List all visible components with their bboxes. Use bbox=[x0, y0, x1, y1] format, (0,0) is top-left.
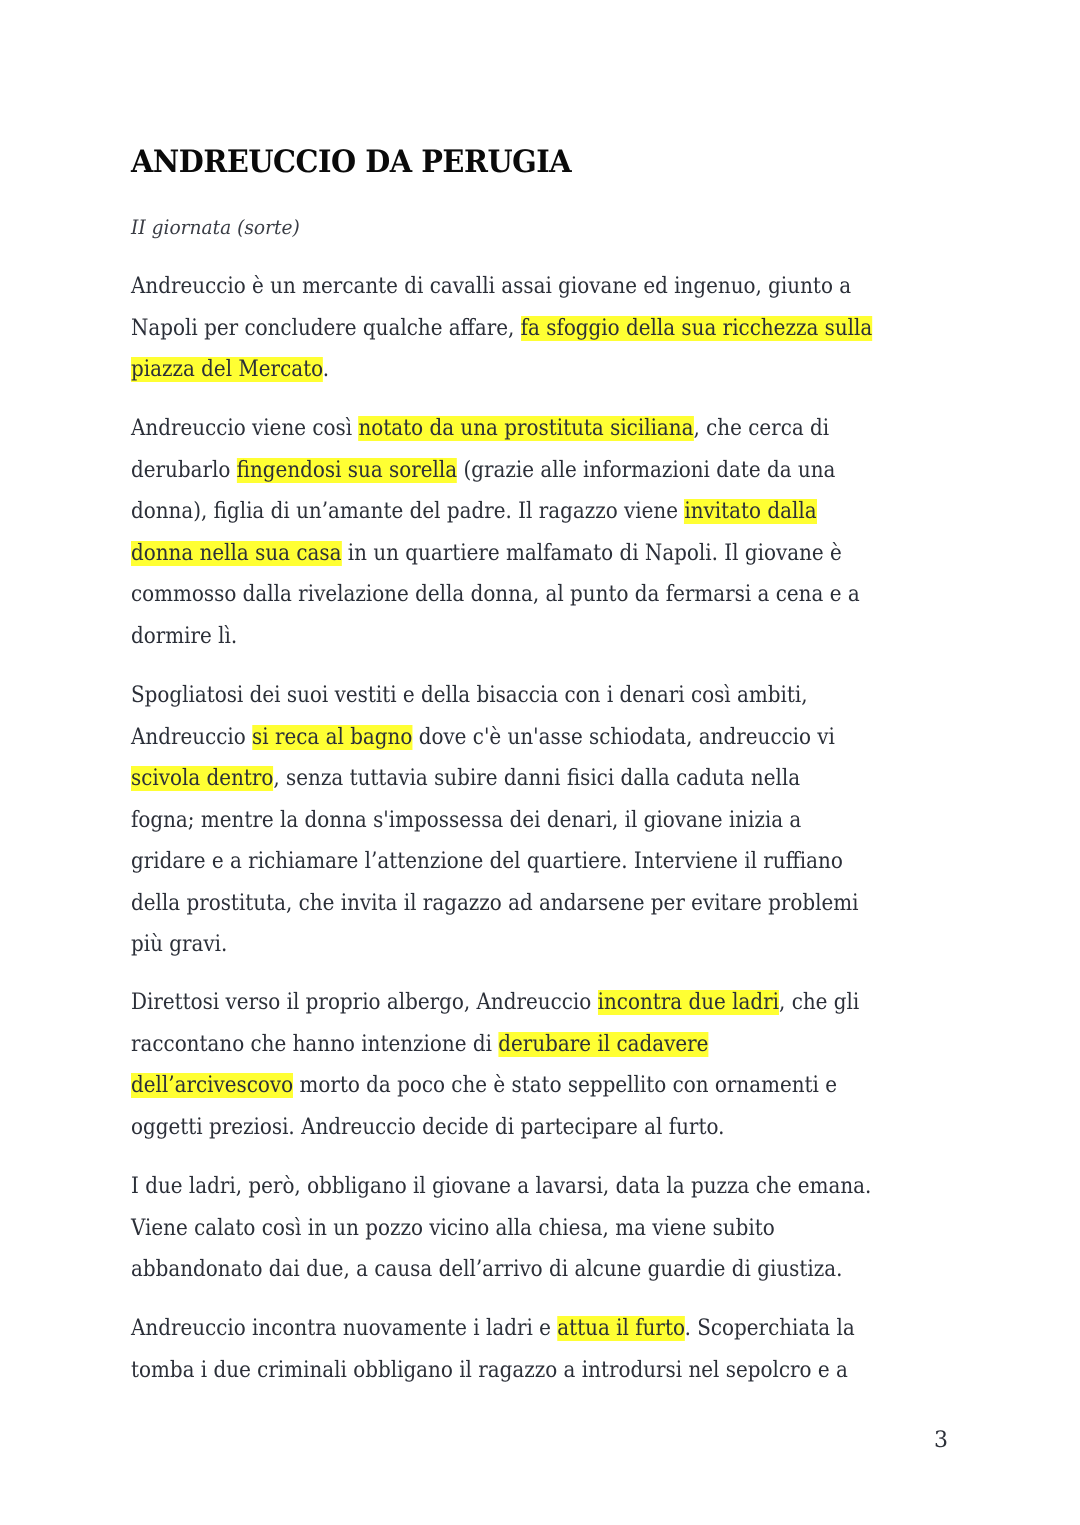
body-text: raccontano che hanno intenzione di bbox=[131, 1031, 499, 1057]
text-line bbox=[131, 574, 860, 616]
text-line bbox=[131, 408, 860, 450]
text-line bbox=[131, 349, 872, 391]
document-title: ANDREUCCIO DA PERUGIA bbox=[131, 144, 572, 180]
highlighted-text: incontra due ladri bbox=[597, 990, 780, 1015]
body-text: , che cerca di bbox=[693, 416, 830, 441]
text-line bbox=[131, 533, 860, 575]
text-line bbox=[131, 800, 858, 842]
text-line bbox=[131, 1350, 855, 1392]
paragraph-2 bbox=[131, 408, 936, 657]
text-line bbox=[131, 1249, 871, 1291]
highlighted-text: dell’arcivescovo bbox=[131, 1073, 294, 1098]
paragraph-5 bbox=[131, 1166, 949, 1291]
body-text: Andreuccio incontra nuovamente i ladri e bbox=[131, 1316, 558, 1341]
body-text: Viene calato così in un pozzo vicino alla chiesa, ma viene subito bbox=[131, 1215, 775, 1241]
text-line bbox=[131, 308, 872, 350]
highlighted-text: scivola dentro bbox=[131, 766, 274, 791]
body-text: (grazie alle informazioni date da una bbox=[457, 457, 836, 483]
body-text: tomba i due criminali obbligano il ragazzo a introdursi nel sepolcro e a bbox=[131, 1357, 848, 1383]
paragraph-1 bbox=[131, 266, 950, 391]
text-line bbox=[131, 758, 858, 800]
body-text: fogna; mentre la donna s'impossessa dei denari, il giovane inizia a bbox=[131, 807, 802, 833]
text-line bbox=[131, 616, 860, 658]
body-text: I due ladri, però, obbligano il giovane a lavarsi, data la puzza che emana. bbox=[131, 1174, 872, 1199]
text-line bbox=[131, 1107, 859, 1149]
body-text: gridare e a richiamare l’attenzione del quartiere. Interviene il ruffiano bbox=[131, 849, 843, 874]
highlighted-text: donna nella sua casa bbox=[131, 540, 342, 566]
body-text: Andreuccio bbox=[131, 724, 253, 750]
highlighted-text: notato da una prostituta siciliana bbox=[358, 416, 694, 441]
body-text: Andreuccio viene così bbox=[131, 416, 359, 441]
highlighted-text: fa sfoggio della sua ricchezza sulla bbox=[520, 315, 873, 341]
text-line bbox=[131, 1208, 871, 1250]
body-text: Spogliatosi dei suoi vestiti e della bisaccia con i denari così ambiti, bbox=[131, 683, 808, 708]
text-line bbox=[131, 675, 858, 717]
body-text: , senza tuttavia subire danni fisici dalla caduta nella bbox=[273, 766, 801, 791]
text-line bbox=[131, 1308, 855, 1350]
body-text: oggetti preziosi. Andreuccio decide di partecipare al furto. bbox=[131, 1114, 725, 1140]
paragraph-4 bbox=[131, 982, 936, 1148]
body-text: più gravi. bbox=[131, 932, 228, 957]
body-text: , che gli bbox=[779, 990, 860, 1015]
highlighted-text: derubare il cadavere bbox=[498, 1031, 709, 1057]
text-line bbox=[131, 841, 858, 883]
paragraph-3 bbox=[131, 675, 935, 966]
body-text: . Scoperchiata la bbox=[684, 1316, 855, 1341]
body-text: in un quartiere malfamato di Napoli. Il giovane è bbox=[341, 540, 842, 566]
body-text: Direttosi verso il proprio albergo, Andreuccio bbox=[131, 990, 598, 1015]
body-text: abbandonato dai due, a causa dell’arrivo di alcune guardie di giustiza. bbox=[131, 1257, 843, 1282]
body-text: derubarlo bbox=[131, 457, 237, 483]
body-text: della prostituta, che invita il ragazzo ad andarsene per evitare problemi bbox=[131, 890, 859, 916]
text-line bbox=[131, 491, 860, 533]
document-subtitle: II giornata (sorte) bbox=[131, 215, 300, 239]
highlighted-text: piazza del Mercato bbox=[131, 357, 323, 382]
highlighted-text: invitato dalla bbox=[684, 499, 817, 524]
body-text: morto da poco che è stato seppellito con ornamenti e bbox=[293, 1073, 838, 1098]
text-line bbox=[131, 717, 858, 759]
highlighted-text: si reca al bagno bbox=[252, 724, 413, 750]
body-text: commosso dalla rivelazione della donna, al punto da fermarsi a cena e a bbox=[131, 582, 860, 607]
body-text: . bbox=[322, 357, 330, 382]
text-line bbox=[131, 883, 858, 925]
highlighted-text: fingendosi sua sorella bbox=[236, 457, 458, 483]
text-line bbox=[131, 450, 860, 492]
body-text: donna), figlia di un’amante del padre. Il ragazzo viene bbox=[131, 499, 685, 524]
text-line bbox=[131, 982, 859, 1024]
highlighted-text: attua il furto bbox=[557, 1316, 685, 1341]
body-text: dormire lì. bbox=[131, 623, 238, 649]
body-text: dove c'è un'asse schiodata, andreuccio vi bbox=[412, 724, 835, 750]
paragraph-6 bbox=[131, 1308, 931, 1391]
page-number: 3 bbox=[934, 1428, 948, 1453]
text-line bbox=[131, 266, 872, 308]
text-line bbox=[131, 924, 858, 966]
body-text: Andreuccio è un mercante di cavalli assai giovane ed ingenuo, giunto a bbox=[131, 274, 852, 299]
body-text: Napoli per concludere qualche affare, bbox=[131, 315, 521, 341]
text-line bbox=[131, 1024, 859, 1066]
text-line bbox=[131, 1166, 871, 1208]
text-line bbox=[131, 1065, 859, 1107]
